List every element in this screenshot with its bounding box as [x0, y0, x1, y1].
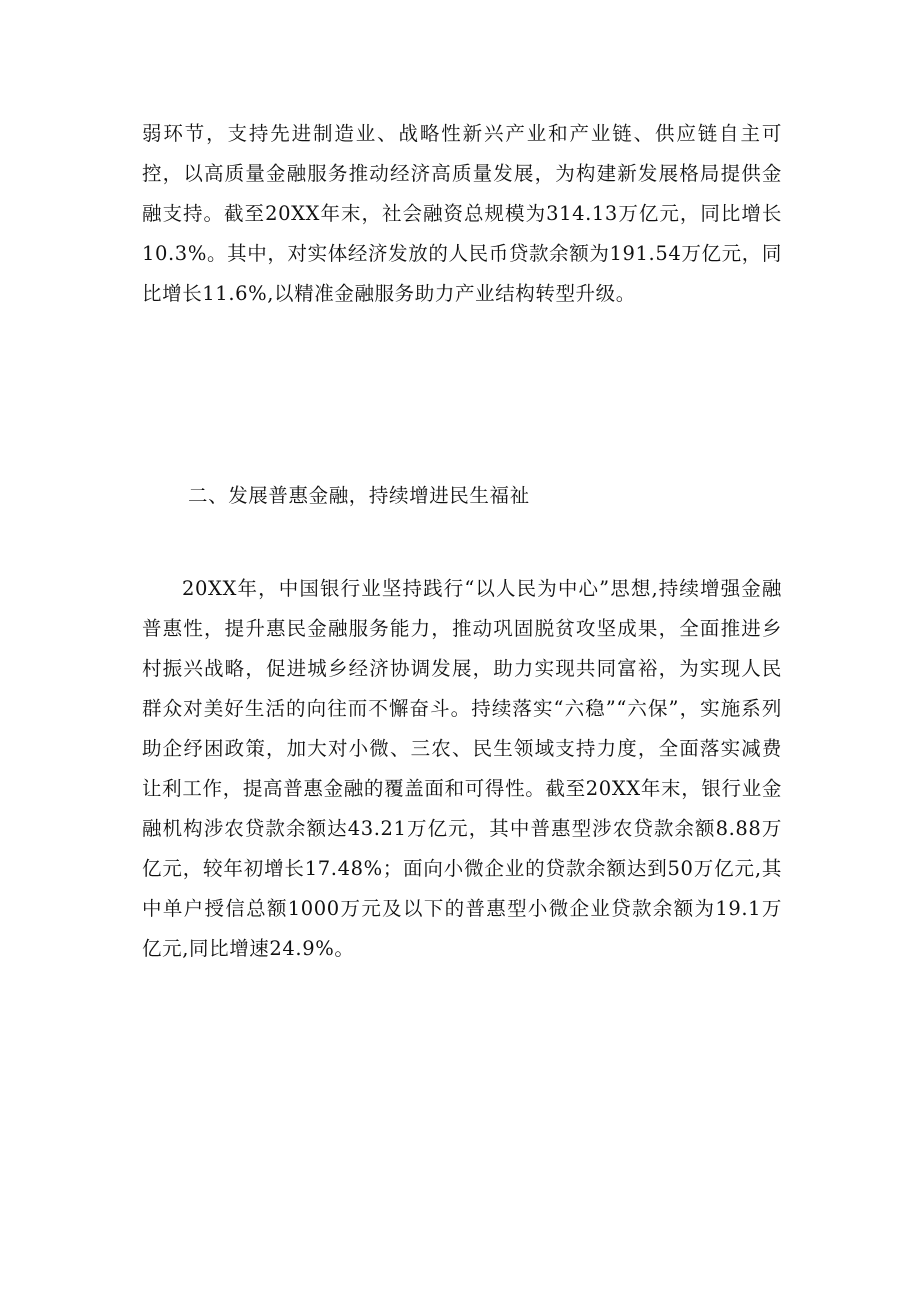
paragraph-continuation: 弱环节，支持先进制造业、战略性新兴产业和产业链、供应链自主可控，以高质量金融服务推动经济高质量发展，为构建新发展格局提供金融支持。截至20XX年末，社会融资总规模为314.13万亿元，同比增长10.3%。其中，对实体经济发放的人民币贷款余额为191.54万亿元，同比增长11.6%,以精准金融服务助力产业结构转型升级。 — [142, 122, 782, 305]
section-heading: 二、发展普惠金融，持续增进民生福祉 — [188, 484, 530, 507]
paragraph-section-two: 20XX年，中国银行业坚持践行“以人民为中心”思想,持续增强金融普惠性，提升惠民金融服务能力，推动巩固脱贫攻坚成果，全面推进乡村振兴战略，促进城乡经济协调发展，助力实现共同富裕，为实现人民群众对美好生活的向往而不懈奋斗。持续落实“六稳”“六保”，实施系列助企纾困政策，加大对小微、三农、民生领域支持力度，全面落实减费让利工作，提高普惠金融的覆盖面和可得性。截至20XX年末，银行业金融机构涉农贷款余额达43.21万亿元，其中普惠型涉农贷款余额8.88万亿元，较年初增长17.48%；面向小微企业的贷款余额达到50万亿元,其中单户授信总额1000万元及以下的普惠型小微企业贷款余额为19.1万亿元,同比增速24.9%。 — [142, 577, 782, 960]
